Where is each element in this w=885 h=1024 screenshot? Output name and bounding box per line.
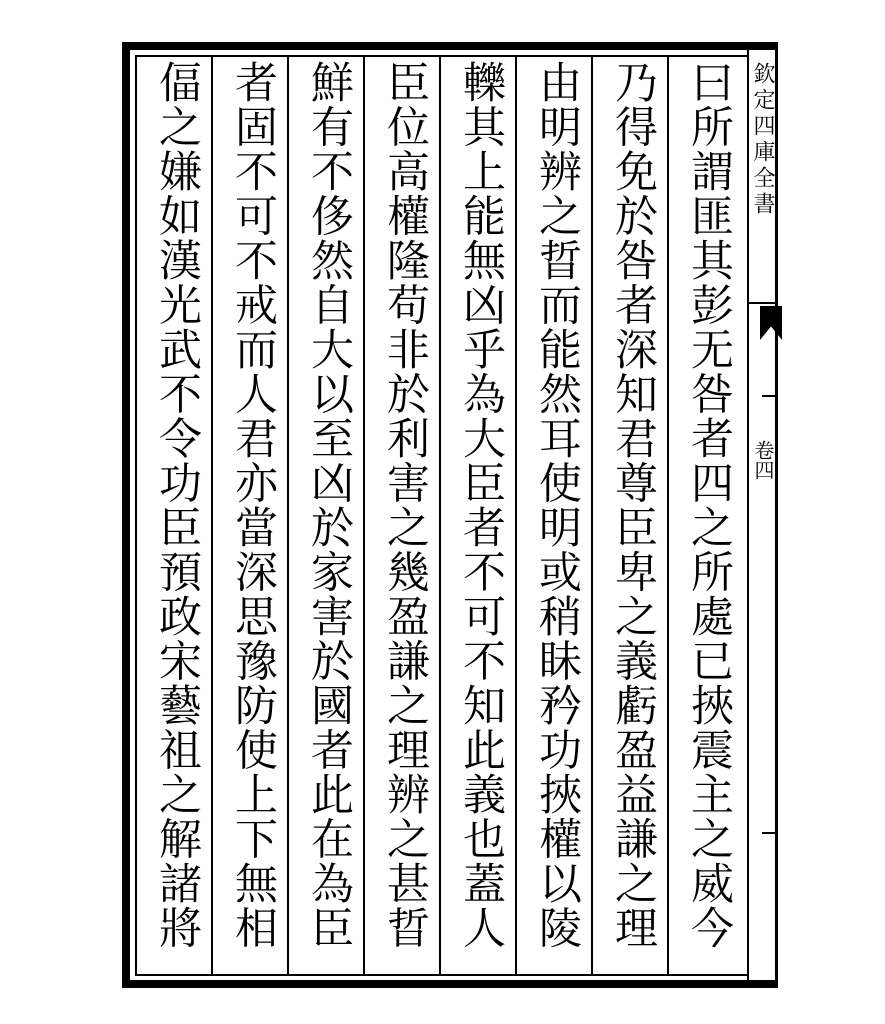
margin-tick — [762, 395, 776, 397]
text-column: 臣位高權隆苟非於利害之幾盈謙之理辨之甚晢 — [380, 60, 430, 950]
margin-volume-label: 卷四 — [751, 440, 775, 480]
text-column: 鮮有不侈然自大以至凶於家害於國者此在為臣 — [304, 60, 354, 950]
text-column: 乃得免於咎者深知君尊臣卑之義虧盈益謙之理 — [608, 60, 658, 950]
margin-book-title: 欽定四庫全書 — [750, 62, 775, 218]
text-column: 轢其上能無凶乎為大臣者不可不知此義也蓋人 — [456, 60, 506, 950]
margin-tick — [762, 832, 776, 834]
text-column: 曰所謂匪其彭无咎者四之所處已挾震主之威今 — [684, 60, 734, 950]
margin-divider — [749, 302, 777, 304]
text-column: 者固不可不戒而人君亦當深思豫防使上下無相 — [228, 60, 278, 950]
text-column: 由明辨之晢而能然耳使明或稍眛矜功挾權以陵 — [532, 60, 582, 950]
text-column: 偪之嫌如漢光武不令功臣預政宋藝祖之解諸將 — [152, 60, 202, 950]
